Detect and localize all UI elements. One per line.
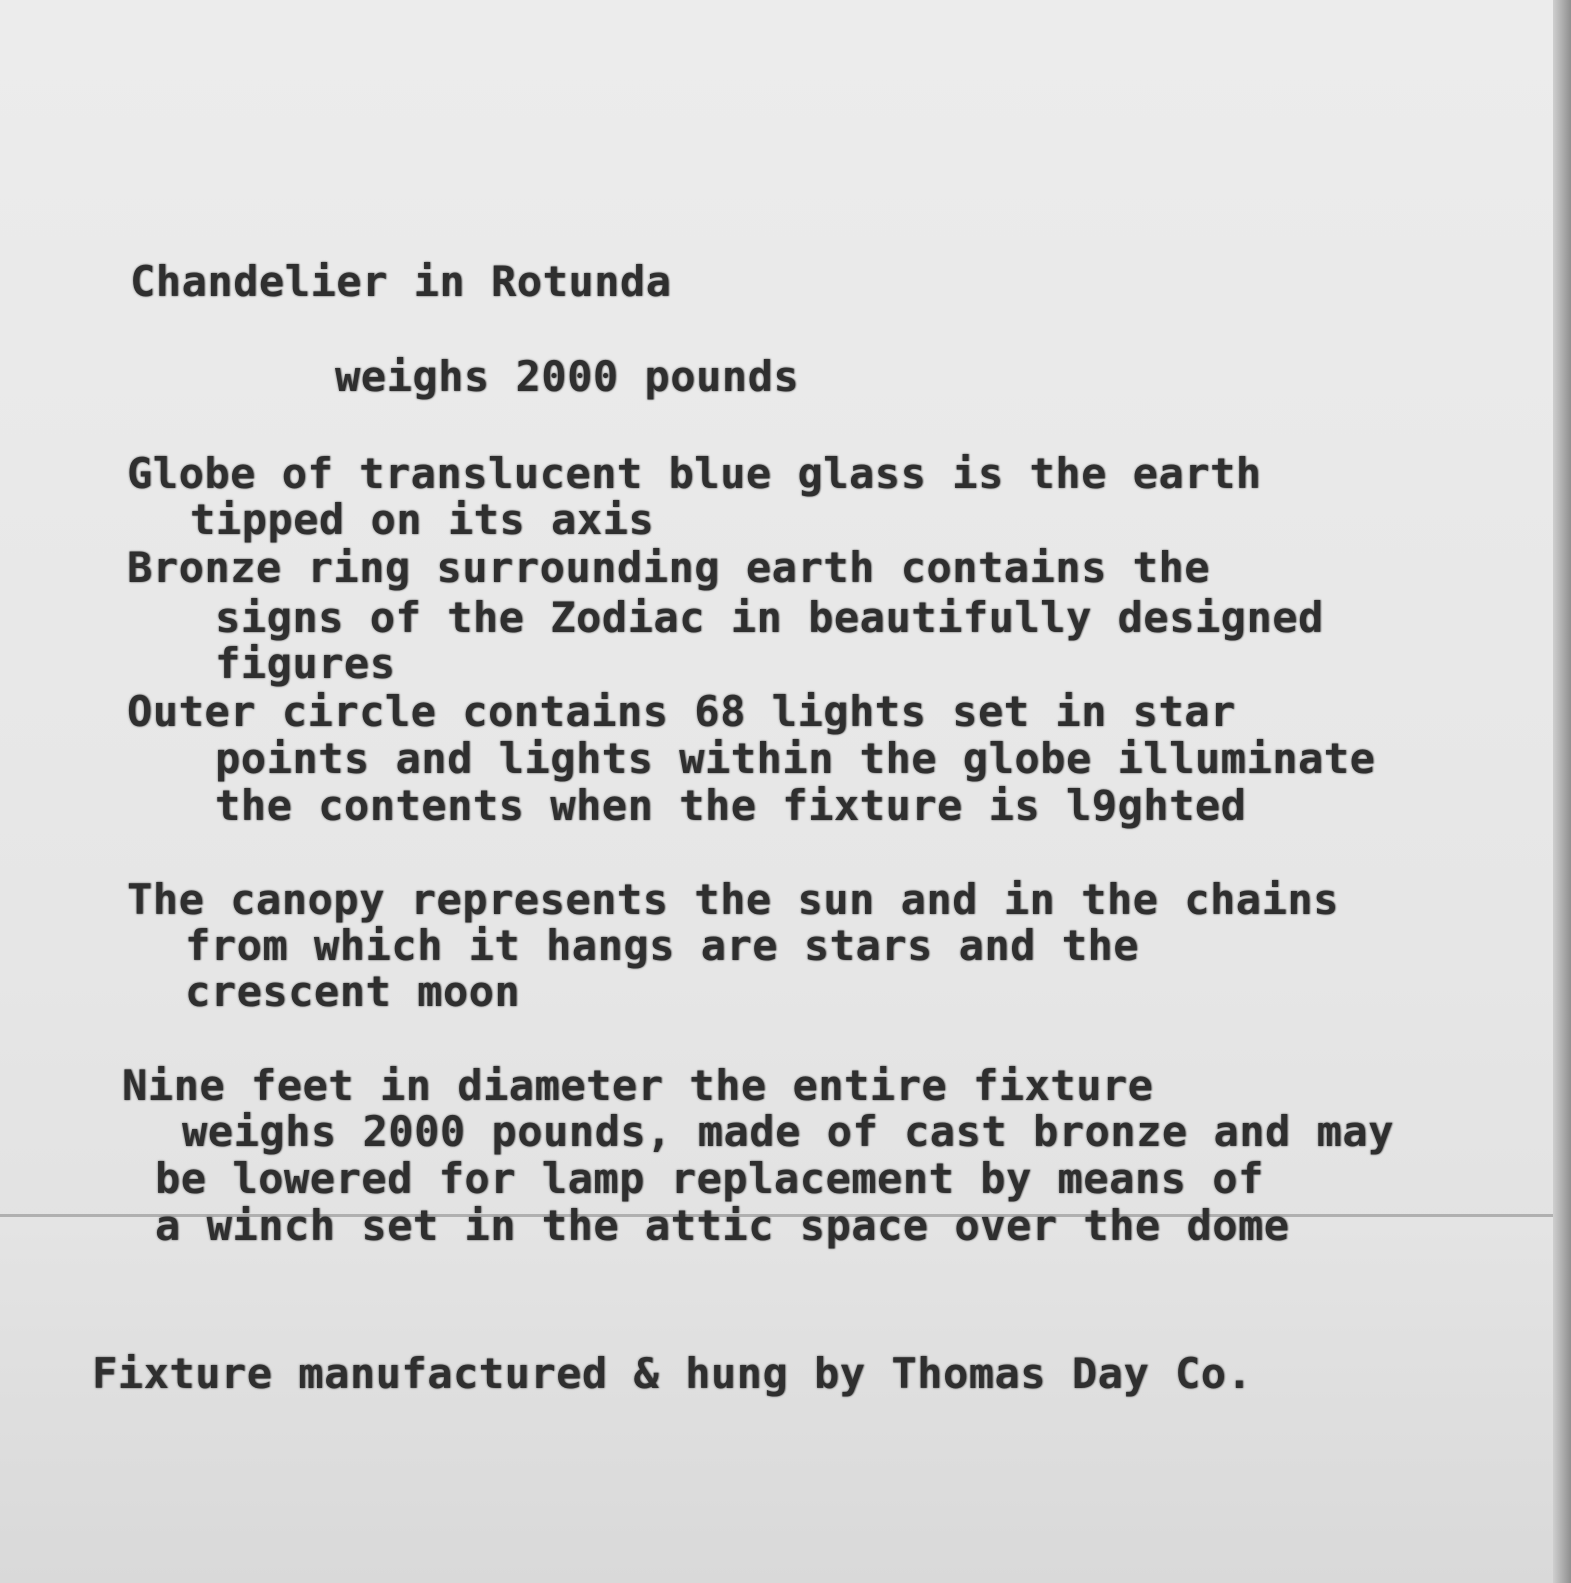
- manufacturer-footer: Fixture manufactured & hung by Thomas Day Co.: [92, 1349, 1253, 1398]
- paragraph-2-line-2: from which it hangs are stars and the: [185, 921, 1140, 970]
- paragraph-1-line-5: figures: [215, 639, 396, 688]
- overlapping-sheet: [0, 1216, 1571, 1583]
- document-subtitle: weighs 2000 pounds: [335, 352, 800, 401]
- paper-right-edge: [1553, 0, 1571, 1583]
- paragraph-1-line-7: points and lights within the globe illuminate: [215, 734, 1376, 783]
- paragraph-1-line-1: Globe of translucent blue glass is the earth: [127, 449, 1262, 498]
- paragraph-1-line-3: Bronze ring surrounding earth contains the: [127, 543, 1211, 592]
- paragraph-3-line-1: Nine feet in diameter the entire fixture: [122, 1061, 1154, 1110]
- paragraph-3-line-4: a winch set in the attic space over the dome: [155, 1201, 1290, 1250]
- paragraph-1-line-6: Outer circle contains 68 lights set in star: [127, 687, 1236, 736]
- paragraph-3-line-3: be lowered for lamp replacement by means of: [155, 1154, 1264, 1203]
- paragraph-1-line-2: tipped on its axis: [190, 495, 655, 544]
- document-title: Chandelier in Rotunda: [130, 257, 672, 306]
- paragraph-2-line-1: The canopy represents the sun and in the chains: [127, 875, 1339, 924]
- paragraph-2-line-3: crescent moon: [185, 967, 521, 1016]
- paragraph-1-line-8: the contents when the fixture is l9ghted: [215, 781, 1247, 830]
- paragraph-1-line-4: signs of the Zodiac in beautifully designed: [215, 593, 1324, 642]
- paragraph-3-line-2: weighs 2000 pounds, made of cast bronze and may: [182, 1107, 1394, 1156]
